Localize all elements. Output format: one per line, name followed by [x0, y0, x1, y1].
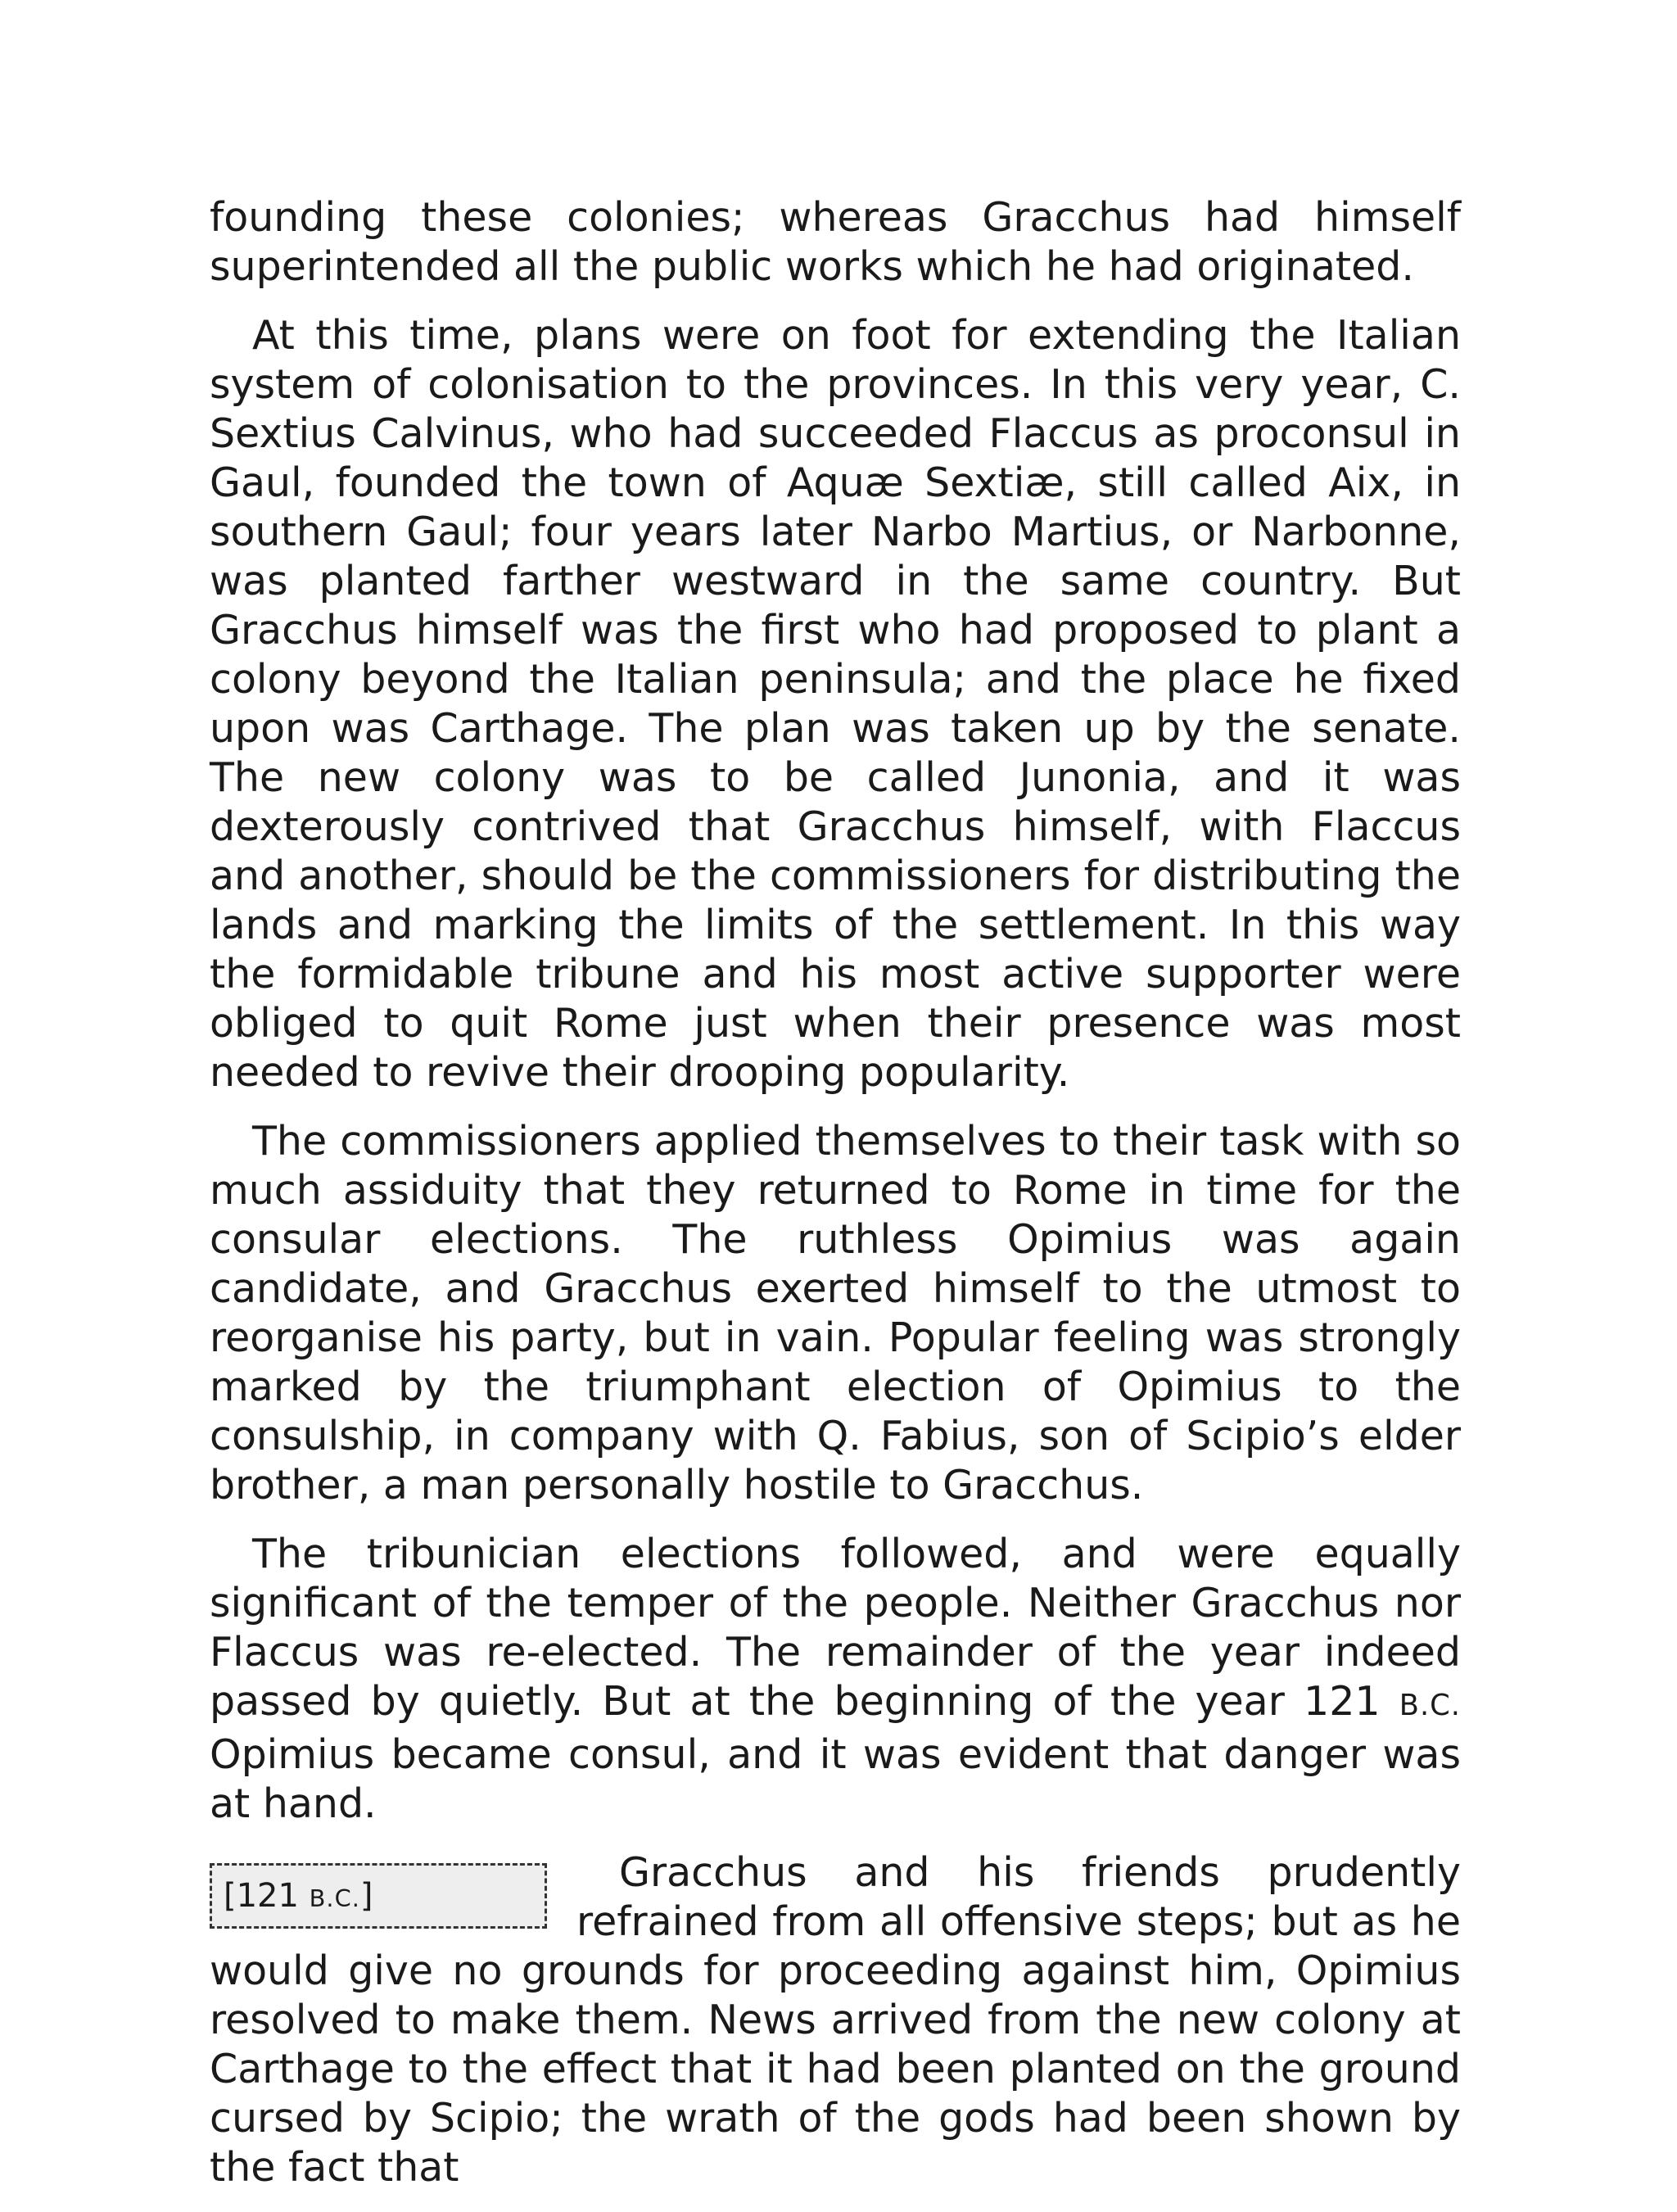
- paragraph-tribunician-elections: [210, 1530, 1461, 1829]
- margin-note-year: [121: [224, 1877, 299, 1915]
- era-abbreviation: B.C.: [1399, 1689, 1461, 1722]
- paragraph-continuation: [210, 193, 1461, 292]
- page-text: [210, 193, 1461, 2212]
- tribunician-text-end: Opimius became consul, and it was evident that danger was at hand.: [210, 1731, 1461, 1827]
- margin-note-era: B.C.: [309, 1884, 360, 1912]
- margin-date-note: [210, 1863, 547, 1929]
- tribunician-text-start: The tribunician elections followed, and were equally significant of the temper of the people. Neither Gracchus nor Flaccus was re-elected. The remainder of the year indeed passed by quietly. But at the beginning of the year 121: [210, 1531, 1461, 1725]
- margin-note-close: ]: [359, 1877, 373, 1915]
- paragraph-colonisation: At this time, plans were on foot for extending the Italian system of colonisation to the provinces. In this very year, C. Sextius Calvinus, who had succeeded Flaccus as proconsul in Gaul, founded the town of Aquæ Sextiæ, still called Aix, in southern Gaul; four years later Narbo Martius, or Narbonne, was planted farther westward in the same country. But Gracchus himself was the first who had proposed to plant a colony beyond the Italian peninsula; and the place he fixed upon was Carthage. The plan was taken up by the senate. The new colony was to be called Junonia, and it was dexterously contrived that Gracchus himself, with Flaccus and another, should be the commissioners for distributing the lands and marking the limits of the settlement. In this way the formidable tribune and his most active supporter were obliged to quit Rome just when their presence was most needed to revive their drooping popularity.: [210, 312, 1461, 1096]
- continuation-line-2: superintended all the public works which he had originated.: [210, 243, 1414, 290]
- paragraph-commissioners: The commissioners applied themselves to their task with so much assiduity that they returned to Rome in time for the consular elections. The ruthless Opimius was again candidate, and Gracchus exerted himself to the utmost to reorganise his party, but in vain. Popular feeling was strongly marked by the triumphant election of Opimius to the consulship, in company with Q. Fabius, son of Scipio’s elder brother, a man personally hostile to Gracchus.: [210, 1118, 1461, 1509]
- continuation-line-1: founding these colonies; whereas Gracchus had himself: [210, 194, 1461, 241]
- paragraph-gracchus-refrained: Gracchus and his friends prudently refrained from all offensive steps; but as he would give no grounds for proceeding against him, Opimius resolved to make them. News arrived from the new colony at Carthage to the effect that it had been planted on the ground cursed by Scipio; the wrath of the gods had been shown by the fact that: [210, 1849, 1461, 2191]
